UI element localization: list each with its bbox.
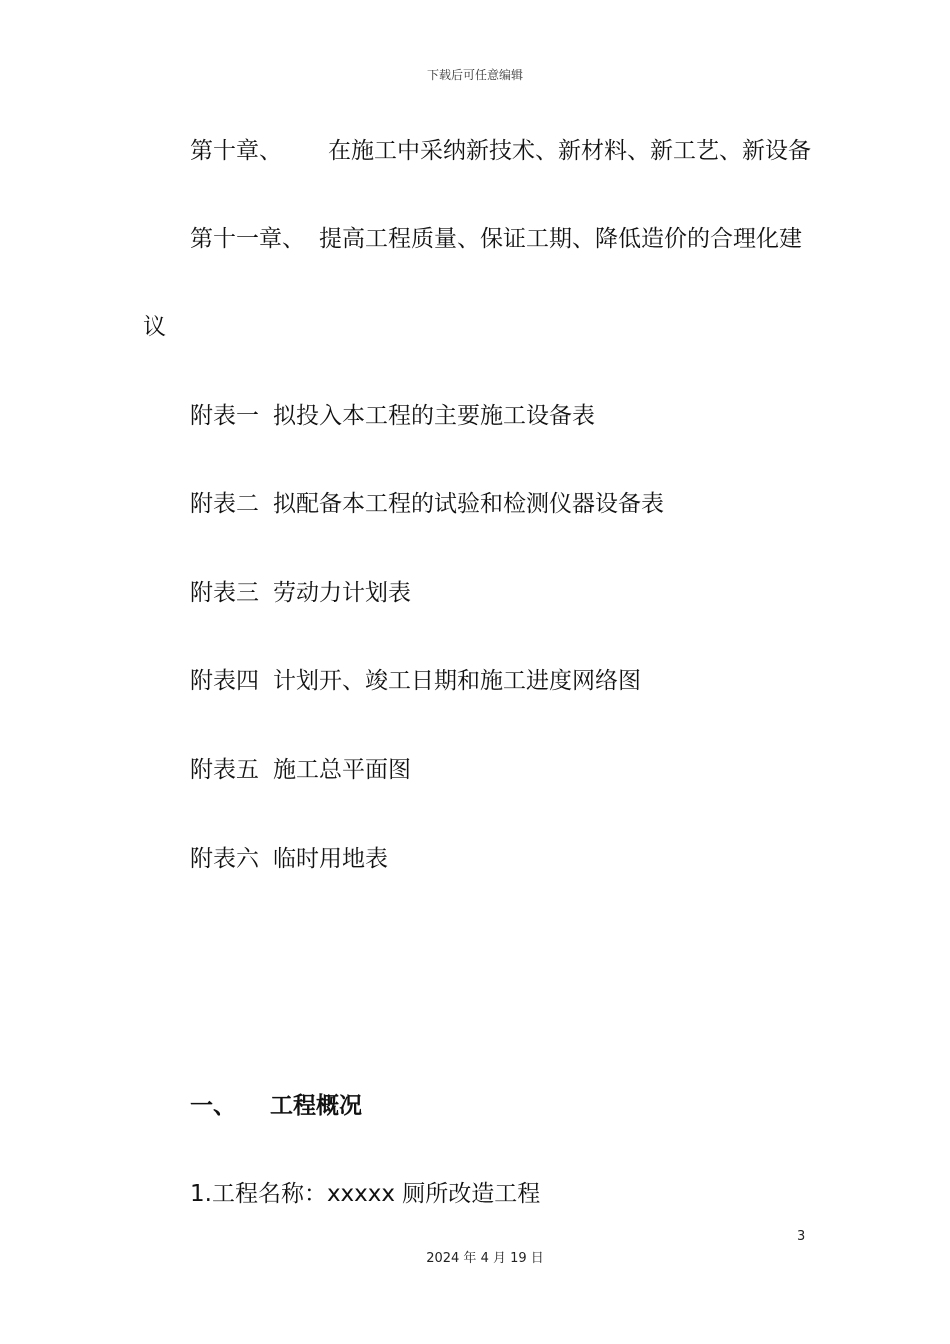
toc-entry-title: 拟投入本工程的主要施工设备表	[273, 403, 595, 429]
section-number: 一、	[190, 1093, 236, 1119]
toc-entry-chapter-11	[190, 224, 802, 254]
toc-entry-title: 拟配备本工程的试验和检测仪器设备表	[273, 491, 664, 517]
project-name-line: 1.工程名称：xxxxx 厕所改造工程	[190, 1181, 541, 1207]
footer-date: 2024 年 4 月 19 日	[426, 1251, 544, 1266]
toc-entry-number: 第十章、	[190, 138, 282, 164]
toc-entry-title: 在施工中采纳新技术、新材料、新工艺、新设备	[328, 138, 811, 164]
toc-entry-annex-6	[190, 844, 388, 874]
toc-entry-number: 附表一	[190, 403, 259, 429]
toc-entry-number: 附表三	[190, 580, 259, 606]
toc-entry-title: 临时用地表	[273, 846, 388, 872]
page-number: 3	[797, 1229, 806, 1244]
toc-entry-annex-2	[190, 489, 664, 519]
toc-entry-chapter-11-wrap: 议	[143, 314, 166, 340]
toc-entry-annex-1	[190, 401, 595, 431]
toc-entry-number: 附表二	[190, 491, 259, 517]
toc-entry-annex-3	[190, 578, 411, 608]
toc-entry-annex-5	[190, 755, 411, 785]
section-heading	[190, 1091, 362, 1121]
toc-entry-number: 附表六	[190, 846, 259, 872]
toc-entry-chapter-10	[190, 136, 811, 166]
toc-entry-title: 施工总平面图	[273, 757, 411, 783]
toc-entry-title: 计划开、竣工日期和施工进度网络图	[273, 668, 641, 694]
toc-entry-number: 附表五	[190, 757, 259, 783]
page-header: 下载后可任意编辑	[426, 68, 523, 82]
toc-entry-number: 附表四	[190, 668, 259, 694]
toc-entry-title: 劳动力计划表	[273, 580, 411, 606]
toc-entry-title: 提高工程质量、保证工期、降低造价的合理化建	[319, 226, 802, 252]
section-title: 工程概况	[270, 1093, 362, 1119]
toc-entry-number: 第十一章、	[190, 226, 305, 252]
toc-entry-annex-4	[190, 666, 641, 696]
